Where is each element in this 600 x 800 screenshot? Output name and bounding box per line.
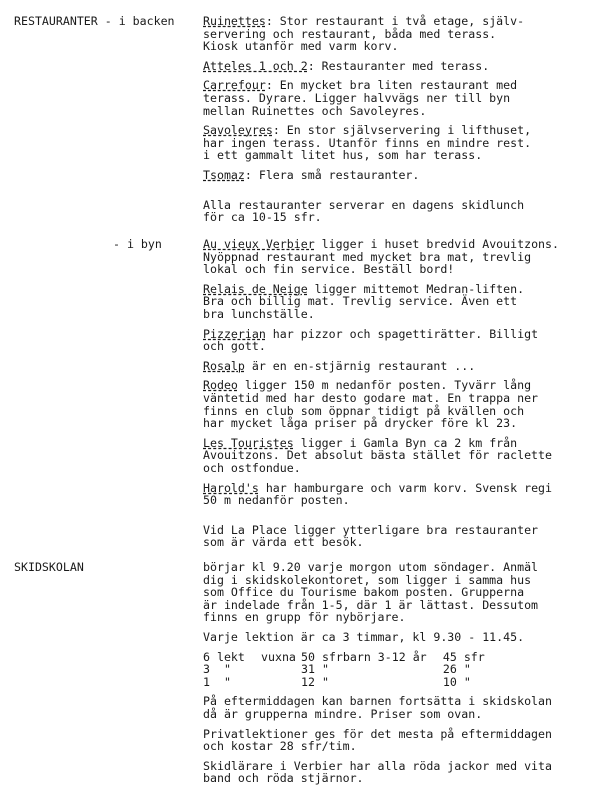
byn-column [203,238,598,556]
restaurant-name: Atteles 1 och 2 [203,58,308,73]
byn-note: Vid La Place ligger ytterligare bra restauranter som är värda ett besök. [203,522,539,550]
restaurant-entry [203,328,598,353]
skidskolan-column [203,561,598,792]
section-label-restauranter: RESTAURANTER - i backen [14,14,175,28]
price-cell [343,663,443,676]
restaurant-entry [203,437,598,475]
price-row [203,676,485,689]
price-cell: 31 " [301,662,329,677]
price-cell: 50 sfr [301,649,343,664]
restaurant-description: ligger i huset bredvid Avouitzons. Nyöppnad restaurant med mycket bra mat, trevlig lokal och fin service. Beställ bord! [203,237,559,277]
price-row [203,663,485,676]
price-cell: 45 sfr [442,649,485,664]
backen-note: Alla restauranter serverar en dagens skidlunch för ca 10-15 sfr. [203,197,525,225]
section-label-skidskolan: SKIDSKOLAN [14,560,84,574]
restaurant-description: ligger mittemot Medran-liften. Bra och billig mat. Trevlig service. Även ett bra lunchställe. [203,281,525,321]
restaurant-name: Relais de Neige [203,281,308,296]
restaurant-name: Carrefour [203,78,266,93]
restaurant-description: är en en-stjärnig restaurant ... [244,358,476,373]
price-cell [261,663,301,676]
restaurant-description: : En stor självservering i lifthuset, har ingen terass. Utanför finns en mindre rest. i ett gammalt litet hus, som har terass. [203,123,532,163]
section-label-byn: - i byn [113,237,162,251]
restaurant-description: : Flera små restauranter. [244,167,420,182]
skidskolan-eftermiddag: På eftermiddagen kan barnen fortsätta i skidskolan då är grupperna mindre. Priser som ovan. [203,694,553,721]
backen-column [203,15,598,231]
restaurant-description: ligger i Gamla Byn ca 2 km från Avouitzons. Det absolut bästa stället för raclette och ostfondue. [203,435,553,475]
restaurant-entry [203,169,598,182]
restaurant-entry [203,238,598,276]
restaurant-name: Savoleyres [203,123,273,138]
price-cell: 3 " [203,662,231,677]
skidskolan-lektion: Varje lektion är ca 3 timmar, kl 9.30 - 11.45. [203,629,525,644]
restaurant-entry [203,482,598,507]
price-cell: 1 " [203,674,231,689]
skidskolan-larare: Skidlärare i Verbier har alla röda jackor med vita band och röda stjärnor. [203,758,553,786]
price-cell: 26 " [442,662,471,677]
restaurant-entry [203,283,598,321]
price-cell: vuxna [261,649,296,664]
restaurant-name: Rosalp [203,358,245,373]
restaurant-description: : En mycket bra liten restaurant med terass. Dyrare. Ligger halvvägs ner till byn mellan Ruinettes och Savoleyres. [203,78,518,118]
price-cell: barn 3-12 år [342,649,427,664]
restaurant-entry [203,379,598,429]
restaurant-description: har pizzor och spagettirätter. Billigt och gott. [203,326,539,354]
restaurant-name: Pizzerian [203,326,266,341]
restaurant-entry [203,124,598,162]
restaurant-description: : Stor restaurant i två etage, själv- servering och restaurant, båda med terass. Kiosk utanför med varm korv. [203,14,525,54]
restaurant-description: har hamburgare och varm korv. Svensk regi 50 m nedanför posten. [203,480,553,508]
skidskolan-privat: Privatlektioner ges för det mesta på eftermiddagen och kostar 28 sfr/tim. [203,726,553,754]
restaurant-entry [203,60,598,73]
price-cell [261,676,301,689]
restaurant-entry [203,360,598,373]
skidskolan-intro: börjar kl 9.20 varje morgon utom söndager. Anmäl dig i skidskolekontoret, som ligger i samma hus som Office du Tourisme bakom posten. Grupperna är indelade från 1-5, där 1 är lättast. Dessutom finns en grupp för nybörjare. [203,560,539,625]
restaurant-name: Harold's [203,480,259,495]
price-cell [343,676,443,689]
price-cell: 12 " [301,674,329,689]
restaurant-description: ligger 150 m nedanför posten. Tyvärr lång väntetid med har desto godare mat. En trappa ner finns en club som öppnar tidigt på kvällen och har mycket låga priser på drycker före kl 23. [203,378,539,431]
restaurant-name: Tsomaz [203,167,245,182]
restaurant-name: Les Touristes [203,435,294,450]
restaurant-description: : Restauranter med terass. [307,58,490,73]
restaurant-entry [203,15,598,53]
restaurant-entry [203,79,598,117]
price-cell: 10 " [442,674,471,689]
price-cell: 6 lekt [203,649,245,664]
restaurant-name: Au vieux Verbier [203,237,315,251]
price-table [203,651,485,689]
restaurant-name: Ruinettes [203,14,266,28]
restaurant-name: Rodeo [203,378,238,393]
